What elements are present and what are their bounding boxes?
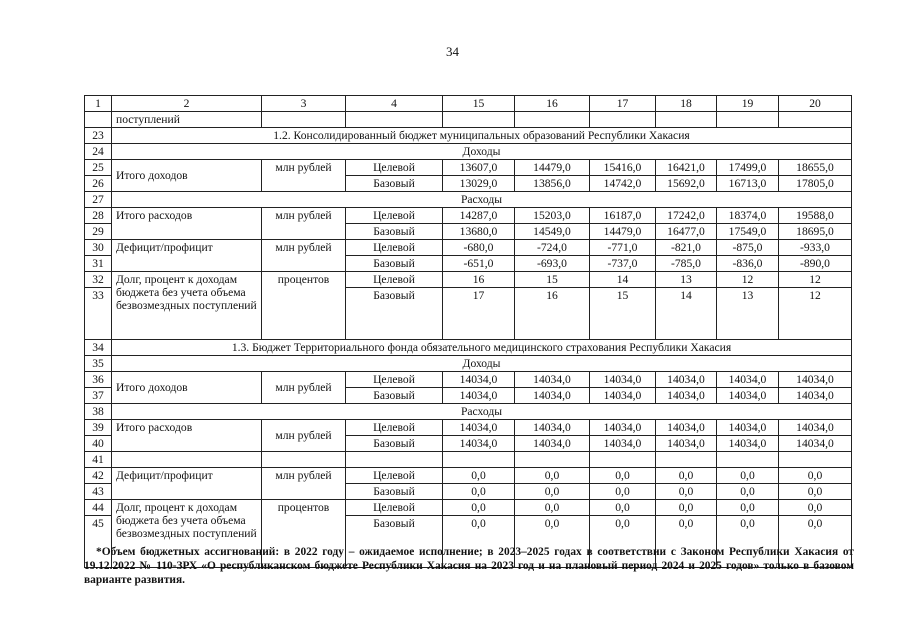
value-cell: 13029,0 [443, 176, 515, 192]
value-cell: 16187,0 [590, 208, 656, 224]
variant-cell: Целевой [346, 208, 443, 224]
value-cell: 18695,0 [779, 224, 852, 240]
unit-cell: млн рублей [262, 208, 346, 240]
table-row [85, 500, 852, 516]
value-cell: 0,0 [717, 484, 779, 500]
variant-cell: Целевой [346, 500, 443, 516]
value-cell: 16713,0 [717, 176, 779, 192]
value-cell: -821,0 [656, 240, 717, 256]
subsection-title: Расходы [112, 404, 852, 420]
value-cell: -785,0 [656, 256, 717, 272]
value-cell: 14034,0 [443, 372, 515, 388]
value-cell: 14034,0 [443, 436, 515, 452]
row-number: 42 [85, 468, 112, 484]
row-number: 29 [85, 224, 112, 240]
value-cell: 14742,0 [590, 176, 656, 192]
value-cell: 0,0 [515, 484, 590, 500]
value-cell: 0,0 [443, 516, 515, 568]
header-cell: 3 [262, 96, 346, 112]
value-cell: 14 [590, 272, 656, 288]
variant-cell: Базовый [346, 288, 443, 340]
value-cell: -724,0 [515, 240, 590, 256]
value-cell: -737,0 [590, 256, 656, 272]
variant-cell: Базовый [346, 484, 443, 500]
header-cell: 17 [590, 96, 656, 112]
variant-cell: Целевой [346, 160, 443, 176]
subsection-title: Доходы [112, 144, 852, 160]
table-row [85, 112, 852, 128]
unit-cell: млн рублей [262, 160, 346, 192]
value-cell: 0,0 [515, 516, 590, 568]
row-number: 31 [85, 256, 112, 272]
table-row [85, 272, 852, 288]
value-cell: -693,0 [515, 256, 590, 272]
row-label: Долг, процент к доходам бюджета без учета объема безвозмездных поступлений [112, 272, 262, 340]
table-row [85, 208, 852, 224]
value-cell: 14479,0 [515, 160, 590, 176]
row-label: Долг, процент к доходам бюджета без учета объема безвозмездных поступлений [112, 500, 262, 568]
table-row [85, 420, 852, 436]
value-cell: 0,0 [779, 516, 852, 568]
value-cell: 12 [779, 272, 852, 288]
row-number: 45 [85, 516, 112, 568]
value-cell: -651,0 [443, 256, 515, 272]
value-cell: 14034,0 [590, 372, 656, 388]
row-label: Дефицит/профицит [112, 468, 262, 500]
table-row [85, 240, 852, 256]
variant-cell: Базовый [346, 388, 443, 404]
row-number: 43 [85, 484, 112, 500]
value-cell: 0,0 [717, 516, 779, 568]
value-cell: 14034,0 [717, 436, 779, 452]
value-cell: 14034,0 [779, 372, 852, 388]
value-cell: 14034,0 [717, 420, 779, 436]
section-title-row [85, 128, 852, 144]
value-cell: 17805,0 [779, 176, 852, 192]
variant-cell: Целевой [346, 468, 443, 484]
variant-cell: Базовый [346, 516, 443, 568]
value-cell: 15 [590, 288, 656, 340]
subsection-title: Расходы [112, 192, 852, 208]
value-cell: 15 [515, 272, 590, 288]
value-cell: 14034,0 [656, 388, 717, 404]
header-cell: 19 [717, 96, 779, 112]
value-cell: 0,0 [443, 500, 515, 516]
row-label: Итого расходов [112, 208, 262, 240]
header-cell: 4 [346, 96, 443, 112]
variant-cell: Базовый [346, 256, 443, 272]
value-cell: 14034,0 [443, 388, 515, 404]
value-cell: 14479,0 [590, 224, 656, 240]
value-cell: 0,0 [717, 500, 779, 516]
row-number: 24 [85, 144, 112, 160]
row-label: Дефицит/профицит [112, 240, 262, 272]
unit-cell: млн рублей [262, 420, 346, 452]
value-cell: 0,0 [590, 516, 656, 568]
row-number: 28 [85, 208, 112, 224]
value-cell: 0,0 [779, 484, 852, 500]
value-cell: 16 [515, 288, 590, 340]
row-number: 26 [85, 176, 112, 192]
value-cell: 17549,0 [717, 224, 779, 240]
value-cell: 0,0 [717, 468, 779, 484]
table-row [85, 160, 852, 176]
value-cell: -875,0 [717, 240, 779, 256]
value-cell: 0,0 [656, 468, 717, 484]
value-cell: 14034,0 [779, 388, 852, 404]
section-title-row [85, 340, 852, 356]
variant-cell: Целевой [346, 372, 443, 388]
row-number: 41 [85, 452, 112, 468]
row-label: Итого доходов [112, 372, 262, 404]
value-cell: 14034,0 [717, 388, 779, 404]
row-number: 44 [85, 500, 112, 516]
value-cell: 12 [717, 272, 779, 288]
value-cell: 17499,0 [717, 160, 779, 176]
table-row [85, 372, 852, 388]
row-number: 34 [85, 340, 112, 356]
header-cell: 2 [112, 96, 262, 112]
value-cell: 0,0 [590, 468, 656, 484]
value-cell: 0,0 [443, 468, 515, 484]
section-title: 1.2. Консолидированный бюджет муниципальных образований Республики Хакасия [112, 128, 852, 144]
value-cell: 14034,0 [443, 420, 515, 436]
value-cell: -933,0 [779, 240, 852, 256]
value-cell: 14034,0 [590, 436, 656, 452]
unit-cell: процентов [262, 500, 346, 568]
value-cell: 14549,0 [515, 224, 590, 240]
variant-cell: Базовый [346, 436, 443, 452]
value-cell: 13 [656, 272, 717, 288]
table-row [85, 468, 852, 484]
value-cell: -836,0 [717, 256, 779, 272]
value-cell: 14034,0 [515, 436, 590, 452]
value-cell: 18374,0 [717, 208, 779, 224]
footnote: *Объем бюджетных ассигнований: в 2022 году – ожидаемое исполнение; в 2023–2025 годах в соответствии с Законом Республики Хакасия от 19.12.2022 № 110-ЗРХ «О республиканском бюджете Республики Хакасия на 2023 год и на плановый период 2024 и 2025 годов» только в базовом варианте развития. [84, 546, 854, 586]
value-cell: 15416,0 [590, 160, 656, 176]
value-cell: 14287,0 [443, 208, 515, 224]
subsection-row [85, 144, 852, 160]
subsection-row [85, 404, 852, 420]
subsection-row [85, 356, 852, 372]
value-cell: 15692,0 [656, 176, 717, 192]
header-cell: 1 [85, 96, 112, 112]
variant-cell: Базовый [346, 224, 443, 240]
unit-cell: млн рублей [262, 372, 346, 404]
value-cell: 13607,0 [443, 160, 515, 176]
value-cell: 0,0 [515, 500, 590, 516]
value-cell: 19588,0 [779, 208, 852, 224]
page-number: 34 [446, 44, 459, 59]
row-number: 36 [85, 372, 112, 388]
row-number: 32 [85, 272, 112, 288]
header-cell: 18 [656, 96, 717, 112]
row-number: 35 [85, 356, 112, 372]
value-cell: 14 [656, 288, 717, 340]
value-cell: -890,0 [779, 256, 852, 272]
value-cell: 16421,0 [656, 160, 717, 176]
value-cell: 14034,0 [515, 388, 590, 404]
variant-cell: Целевой [346, 272, 443, 288]
value-cell: 0,0 [656, 500, 717, 516]
subsection-title: Доходы [112, 356, 852, 372]
value-cell: 14034,0 [590, 388, 656, 404]
row-number: 38 [85, 404, 112, 420]
value-cell: 12 [779, 288, 852, 340]
table-row [85, 452, 852, 468]
row-number: 33 [85, 288, 112, 340]
value-cell: 0,0 [779, 468, 852, 484]
value-cell: -680,0 [443, 240, 515, 256]
value-cell: 14034,0 [717, 372, 779, 388]
header-cell: 15 [443, 96, 515, 112]
header-cell: 16 [515, 96, 590, 112]
value-cell: 14034,0 [515, 372, 590, 388]
unit-cell: процентов [262, 272, 346, 340]
value-cell: 14034,0 [590, 420, 656, 436]
value-cell: 16477,0 [656, 224, 717, 240]
header-cell: 20 [779, 96, 852, 112]
value-cell: 14034,0 [779, 436, 852, 452]
value-cell: 13680,0 [443, 224, 515, 240]
budget-table [84, 95, 852, 568]
row-label: поступлений [112, 112, 262, 128]
value-cell: 0,0 [779, 500, 852, 516]
unit-cell: млн рублей [262, 468, 346, 500]
value-cell: 13856,0 [515, 176, 590, 192]
value-cell: -771,0 [590, 240, 656, 256]
row-label: Итого расходов [112, 420, 262, 452]
row-label: Итого доходов [112, 160, 262, 192]
variant-cell: Базовый [346, 176, 443, 192]
row-number: 27 [85, 192, 112, 208]
value-cell: 13 [717, 288, 779, 340]
variant-cell: Целевой [346, 420, 443, 436]
row-number: 23 [85, 128, 112, 144]
value-cell: 14034,0 [656, 420, 717, 436]
variant-cell: Целевой [346, 240, 443, 256]
value-cell: 17 [443, 288, 515, 340]
row-number: 37 [85, 388, 112, 404]
value-cell: 14034,0 [656, 372, 717, 388]
value-cell: 14034,0 [515, 420, 590, 436]
section-title: 1.3. Бюджет Территориального фонда обязательного медицинского страхования Республики Хакасия [112, 340, 852, 356]
value-cell: 0,0 [590, 484, 656, 500]
subsection-row [85, 192, 852, 208]
row-number: 39 [85, 420, 112, 436]
unit-cell: млн рублей [262, 240, 346, 272]
value-cell: 18655,0 [779, 160, 852, 176]
row-number: 40 [85, 436, 112, 452]
value-cell: 16 [443, 272, 515, 288]
row-number: 25 [85, 160, 112, 176]
value-cell: 0,0 [515, 468, 590, 484]
header-row [85, 96, 852, 112]
row-number: 30 [85, 240, 112, 256]
value-cell: 17242,0 [656, 208, 717, 224]
value-cell: 15203,0 [515, 208, 590, 224]
value-cell: 0,0 [443, 484, 515, 500]
value-cell: 0,0 [590, 500, 656, 516]
value-cell: 14034,0 [656, 436, 717, 452]
value-cell: 14034,0 [779, 420, 852, 436]
value-cell: 0,0 [656, 484, 717, 500]
value-cell: 0,0 [656, 516, 717, 568]
